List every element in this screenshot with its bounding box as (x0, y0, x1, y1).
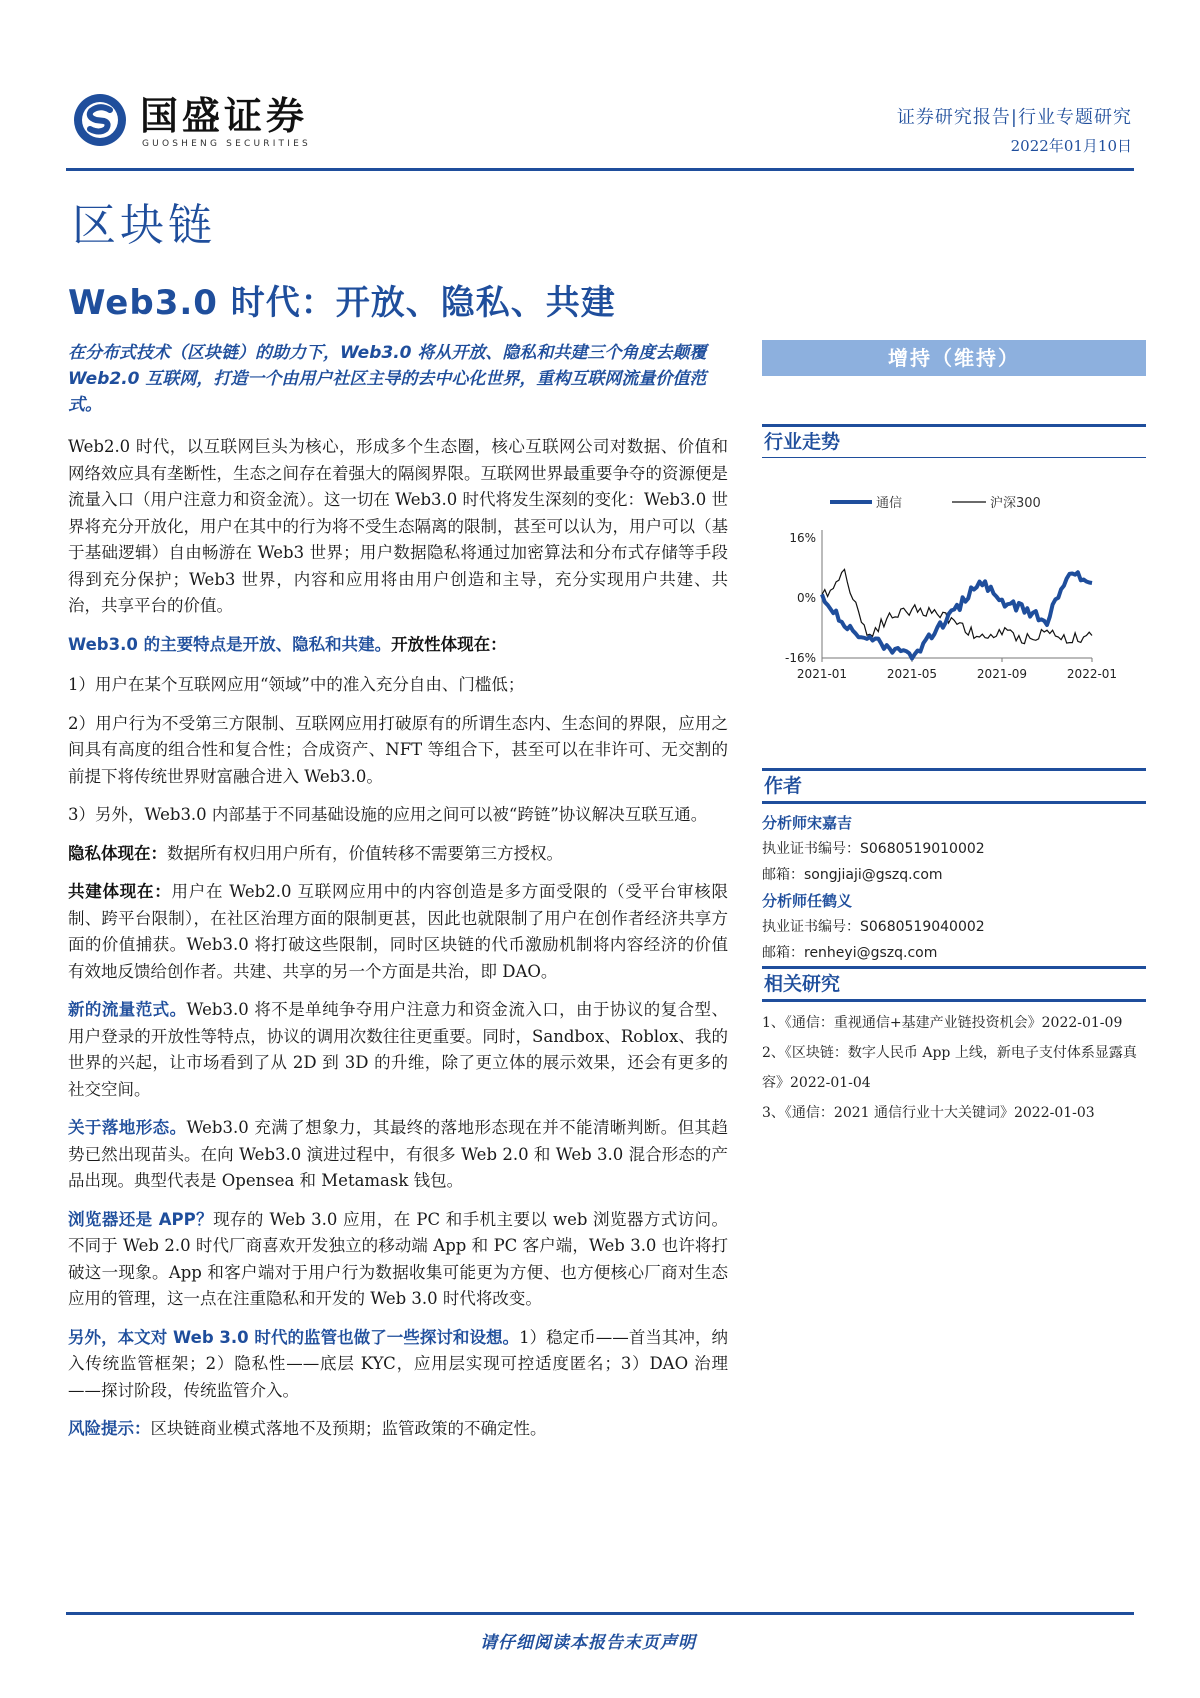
paragraph-text: 1）稳定币——首当其冲，纳入传统监管框架；2）隐私性——底层 KYC，应用层实现可控适度匿名；3）DAO 治理——探讨阶段，传统监管介入。 (68, 1327, 729, 1400)
sidebar (762, 340, 1146, 1128)
lead-text: 另外，本文对 Web 3.0 时代的监管也做了一些探讨和设想。 (68, 1327, 520, 1347)
footer-divider (66, 1612, 1134, 1615)
author-cert: 执业证书编号：S0680519010002 (762, 841, 985, 857)
svg-text:2021-09: 2021-09 (976, 667, 1028, 681)
trend-title: 行业走势 (764, 431, 841, 453)
author-block (762, 810, 1146, 888)
sector-title: 区块链 (72, 200, 216, 251)
svg-text:通信: 通信 (876, 496, 903, 511)
author-block (762, 888, 1146, 966)
report-title: Web3.0 时代：开放、隐私、共建 (68, 283, 616, 323)
paragraph: 1）用户在某个互联网应用“领域”中的准入充分自由、门槛低； (68, 675, 525, 694)
footer-note: 请仔细阅读本报告末页声明 (480, 1633, 696, 1653)
author-email[interactable]: 邮箱：songjiaji@gszq.com (762, 867, 943, 883)
author-name: 分析师宋嘉吉 (762, 814, 853, 832)
svg-text:2021-01: 2021-01 (796, 667, 848, 681)
related-title: 相关研究 (764, 973, 841, 995)
paragraph (68, 841, 728, 868)
report-meta (897, 106, 1132, 158)
paragraph (68, 1115, 728, 1195)
paragraph (68, 1325, 728, 1405)
logo-icon (72, 92, 128, 148)
trend-chart (762, 458, 1146, 708)
rating-badge: 增持（维持） (762, 340, 1146, 376)
authors-title: 作者 (764, 775, 803, 797)
paragraph (68, 632, 728, 659)
lead-text: 关于落地形态。 (68, 1118, 187, 1137)
header-divider (66, 168, 1134, 171)
svg-text:-16%: -16% (784, 651, 816, 665)
author-email[interactable]: 邮箱：renheyi@gszq.com (762, 945, 938, 961)
lead-text: 共建体现在： (68, 882, 172, 901)
report-date: 2022年01月10日 (1010, 137, 1132, 155)
summary: 在分布式技术（区块链）的助力下，Web3.0 将从开放、隐私和共建三个角度去颠覆 Web2.0 互联网，打造一个由用户社区主导的去中心化世界，重构互联网流量价值范式。 (68, 343, 707, 415)
paragraph (68, 997, 728, 1103)
svg-text:0%: 0% (796, 591, 816, 605)
svg-text:16%: 16% (789, 531, 816, 545)
paragraph-text: 现存的 Web 3.0 应用，在 PC 和手机主要以 web 浏览器方式访问。不同于 Web 2.0 时代厂商喜欢开发独立的移动端 App 和 PC 客户端，Web 3.0 也许将打破这一现象。App 和客户端对于用户行为数据收集可能更为方便、也方便核心厂商对生态应用的管理，这一点在注重隐私和开发的 Web 3.0 时代将改变。 (68, 1209, 729, 1308)
lead-text: 开放性体现在： (391, 634, 507, 654)
related-item[interactable]: 2、《区块链：数字人民币 App 上线，新电子支付体系显露真容》2022-01-04 (762, 1045, 1137, 1091)
related-item[interactable]: 1、《通信：重视通信+基建产业链投资机会》2022-01-09 (762, 1015, 1123, 1031)
paragraph (68, 879, 728, 985)
main-content (68, 340, 728, 1455)
paragraph (68, 1207, 728, 1313)
author-name: 分析师任鹤义 (762, 892, 853, 910)
author-cert: 执业证书编号：S0680519040002 (762, 919, 985, 935)
paragraph: 3）另外，Web3.0 内部基于不同基础设施的应用之间可以被“跨链”协议解决互联互通。 (68, 805, 708, 824)
lead-text: 风险提示： (68, 1419, 151, 1438)
related-item[interactable]: 3、《通信：2021 通信行业十大关键词》2022-01-03 (762, 1105, 1095, 1121)
lead-text: 隐私体现在： (68, 843, 167, 863)
lead-text: 浏览器还是 APP？ (68, 1209, 214, 1229)
paragraph-text: 区块链商业模式落地不及预期；监管政策的不确定性。 (150, 1419, 547, 1438)
paragraph: Web2.0 时代，以互联网巨头为核心，形成多个生态圈，核心互联网公司对数据、价值和网络效应具有垄断性，生态之间存在着强大的隔阂界限。互联网世界最重要争夺的资源便是流量入口（用户注意力和资金流）。这一切在 Web3.0 时代将发生深刻的变化：Web3.0 世界将充分开放化，用户在其中的行为将不受生态隔离的限制，甚至可以认为，用户可以（基于基础逻辑）自由畅游在 Web3 世界；用户数据隐私将通过加密算法和分布式存储等手段得到充分保护；Web3 世界，内容和应用将由用户创造和主导，充分实现用户共建、共治，共享平台的价值。 (68, 437, 728, 615)
logo-subtext: GUOSHENG SECURITIES (142, 139, 311, 149)
svg-text:2021-05: 2021-05 (886, 667, 938, 681)
lead-text: Web3.0 的主要特点是开放、隐私和共建。 (68, 634, 392, 654)
paragraph (68, 1416, 728, 1443)
report-type: 证券研究报告|行业专题研究 (896, 107, 1132, 128)
paragraph-text: Web3.0 充满了想象力，其最终的落地形态现在并不能清晰判断。但其趋势已然出现苗头。在向 Web3.0 演进过程中，有很多 Web 2.0 和 Web 3.0 混合形态的产品出现。典型代表是 Opensea 和 Metamask 钱包。 (68, 1118, 728, 1190)
svg-text:2022-01: 2022-01 (1066, 667, 1118, 681)
logo-text: 国盛证券 (140, 93, 309, 138)
paragraph-text: 用户在 Web2.0 互联网应用中的内容创造是多方面受限的（受平台审核限制、跨平台限制），在社区治理方面的限制更甚，因此也就限制了用户在创作者经济共享方面的价值捕获。Web3.0 将打破这些限制，同时区块链的代币激励机制将内容经济的价值有效地反馈给创作者。共建、共享的另一个方面是共治，即 DAO。 (68, 882, 729, 981)
paragraph-text: Web3.0 将不是单纯争夺用户注意力和资金流入口，由于协议的复合型、用户登录的开放性等特点，协议的调用次数往往更重要。同时，Sandbox、Roblox、我的世界的兴起，让市场看到了从 2D 到 3D 的升维，除了更立体的展示效果，还会有更多的社交空间。 (68, 1000, 728, 1099)
paragraph-text: 数据所有权归用户所有，价值转移不需要第三方授权。 (167, 843, 563, 863)
lead-text: 新的流量范式。 (68, 1000, 187, 1019)
line-chart (762, 458, 1146, 708)
svg-text:沪深300: 沪深300 (990, 496, 1041, 511)
paragraph: 2）用户行为不受第三方限制、互联网应用打破原有的所谓生态内、生态间的界限，应用之间具有高度的组合性和复合性；合成资产、NFT 等组合下，甚至可以在非许可、无交割的前提下将传统世界财富融合进入 Web3.0。 (68, 713, 728, 786)
